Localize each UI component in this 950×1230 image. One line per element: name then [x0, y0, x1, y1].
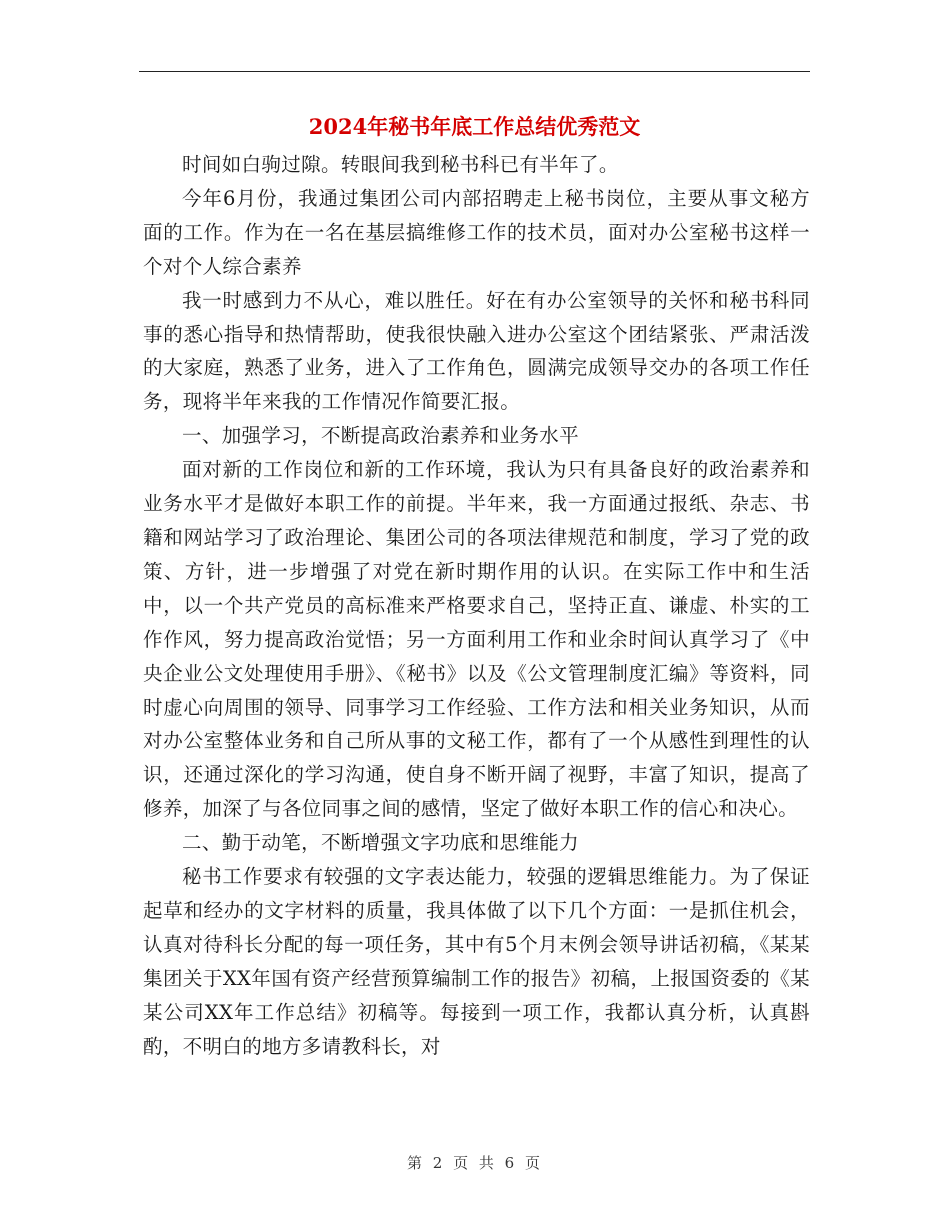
paragraph: 今年6月份，我通过集团公司内部招聘走上秘书岗位，主要从事文秘方面的工作。作为在一名在基层搞维修工作的技术员，面对办公室秘书这样一个对个人综合素养	[143, 186, 810, 278]
document-title: 2024年秘书年底工作总结优秀范文	[308, 114, 641, 139]
section-heading: 一、加强学习，不断提高政治素养和业务水平	[182, 424, 580, 448]
paragraph: 我一时感到力不从心，难以胜任。好在有办公室领导的关怀和秘书科同事的悉心指导和热情帮助，使我很快融入进办公室这个团结紧张、严肃活泼的大家庭，熟悉了业务，进入了工作角色，圆满完成领导交办的各项工作任务，现将半年来我的工作情况作简要汇报。	[143, 288, 810, 414]
paragraph: 面对新的工作岗位和新的工作环境，我认为只有具备良好的政治素养和业务水平才是做好本职工作的前提。半年来，我一方面通过报纸、杂志、书籍和网站学习了政治理论、集团公司的各项法律规范和制度，学习了党的政策、方针，进一步增强了对党在新时期作用的认识。在实际工作中和生活中，以一个共产党员的高标准来严格要求自己，坚持正直、谦虚、朴实的工作作风，努力提高政治觉悟；另一方面利用工作和业余时间认真学习了《中央企业公文处理使用手册》、《秘书》以及《公文管理制度汇编》等资料，同时虚心向周围的领导、同事学习工作经验、工作方法和相关业务知识，从而对办公室整体业务和自己所从事的文秘工作，都有了一个从感性到理性的认识，还通过深化的学习沟通，使自身不断开阔了视野，丰富了知识，提高了修养，加深了与各位同事之间的感情，坚定了做好本职工作的信心和决心。	[143, 458, 810, 821]
paragraph: 时间如白驹过隙。转眼间我到秘书科已有半年了。	[182, 153, 619, 176]
document-body	[143, 148, 810, 1063]
page-footer: 第 2 页 共 6 页	[407, 1154, 543, 1172]
paragraph: 秘书工作要求有较强的文字表达能力，较强的逻辑思维能力。为了保证起草和经办的文字材料的质量，我具体做了以下几个方面：一是抓住机会，认真对待科长分配的每一项任务，其中有5个月末例会领导讲话初稿，《某某集团关于XX年国有资产经营预算编制工作的报告》初稿，上报国资委的《某某公司XX年工作总结》初稿等。每接到一项工作，我都认真分析，认真斟酌，不明白的地方多请教科长，对	[143, 865, 810, 1058]
section-heading: 二、勤于动笔，不断增强文字功底和思维能力	[182, 831, 580, 855]
header-rule	[139, 71, 810, 72]
